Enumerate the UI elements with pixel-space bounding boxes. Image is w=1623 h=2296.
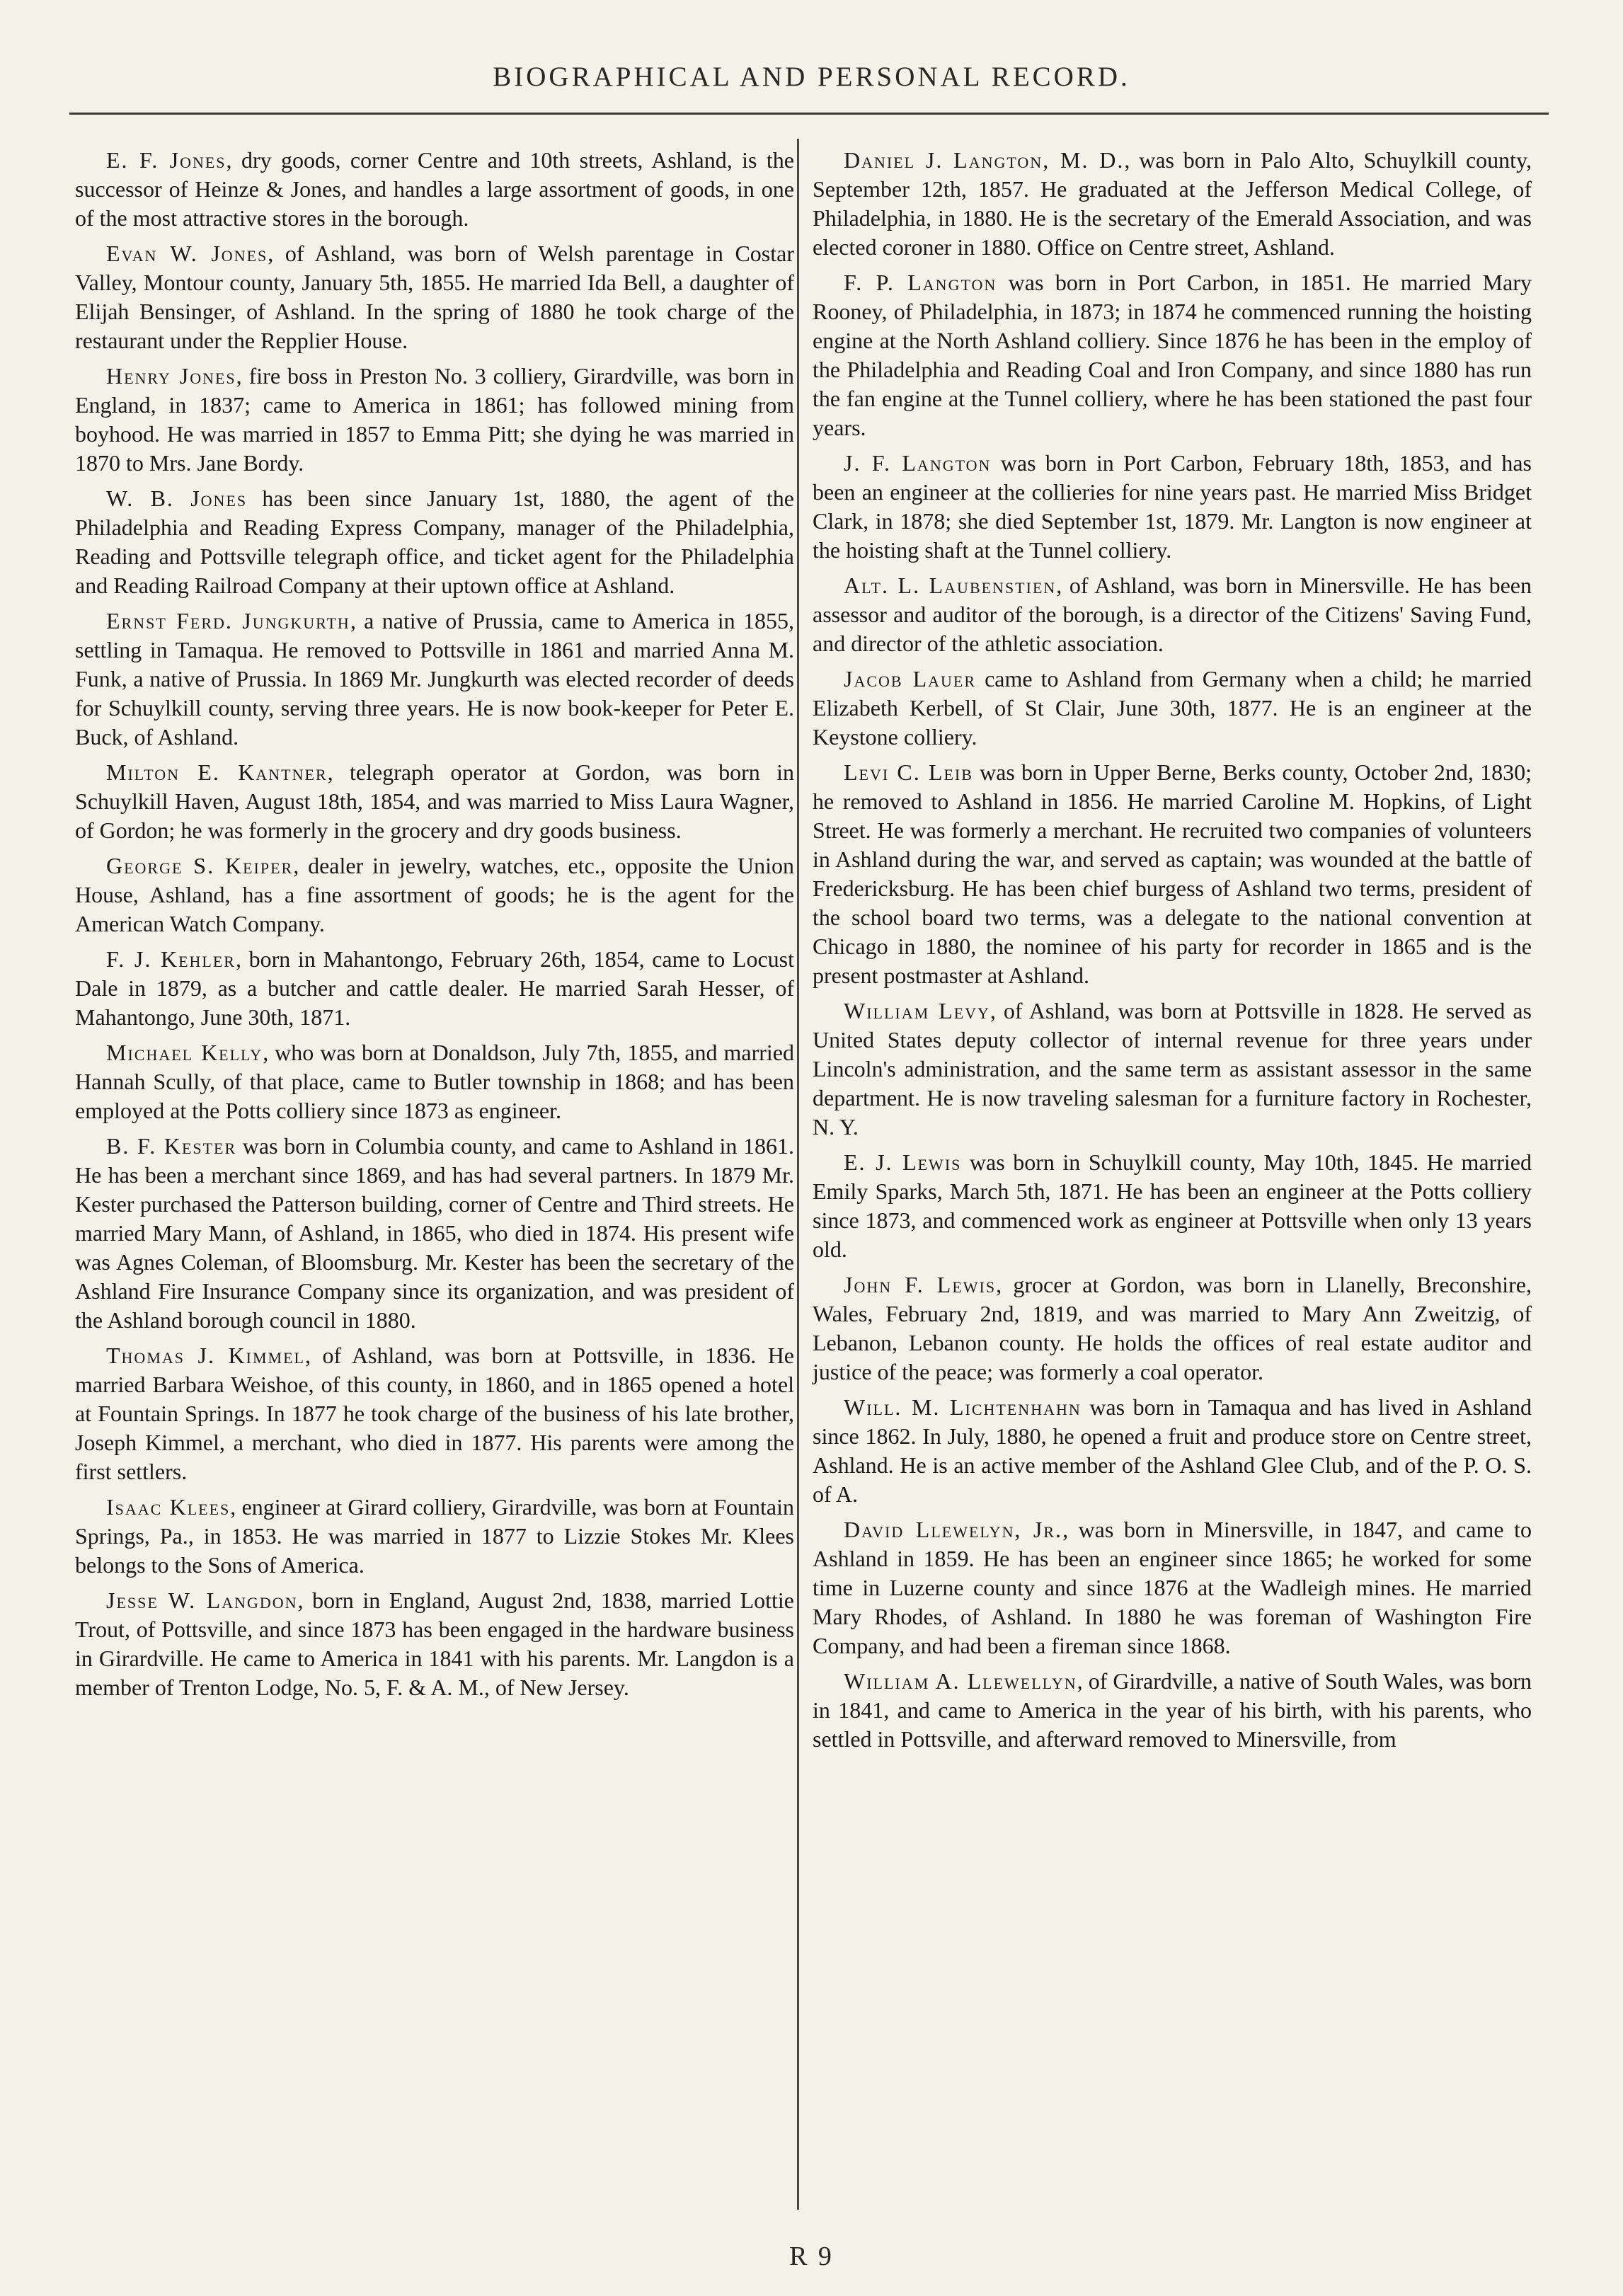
entry-text: , fire boss in Preston No. 3 colliery, Girardville, was born in England, in 1837; came to America in 1861; has followed mining from boyhood. He was married in 1857 to Emma Pitt; she dying he was married in 1870 to Mrs. Jane Bordy. — [75, 363, 794, 476]
entry-name: William A. Llewellyn — [844, 1668, 1077, 1694]
entry-name: B. F. Kester — [106, 1133, 237, 1159]
entry-text: has been since January 1st, 1880, the agent of the Philadelphia and Reading Express Company, manager of the Philadelphia, Reading and Pottsville telegraph office, and ticket agent for the Philadelphia and Reading Railroad Company at their uptown office at Ashland. — [75, 486, 794, 598]
biography-entry — [75, 758, 794, 845]
entry-text: was born in Schuylkill county, May 10th, 1845. He married Emily Sparks, March 5th, 1871. He has been an engineer at the Potts colliery since 1873, and commenced work as engineer at Pottsville when only 13 years old. — [813, 1149, 1532, 1262]
biography-entry — [813, 997, 1532, 1142]
entry-text: , born in England, August 2nd, 1838, married Lottie Trout, of Pottsville, and since 1873 has been engaged in the hardware business in Girardville. He came to America in 1841 with his parents. Mr. Langdon is a member of Trenton Lodge, No. 5, F. & A. M., of New Jersey. — [75, 1588, 794, 1700]
entry-text: , a native of Prussia, came to America in 1855, settling in Tamaqua. He removed to Pottsville in 1861 and married Anna M. Funk, a native of Prussia. In 1869 Mr. Jungkurth was elected recorder of deeds for Schuylkill county, serving three years. He is now book-keeper for Peter E. Buck, of Ashland. — [75, 608, 795, 750]
biography-entry — [75, 1493, 794, 1580]
entry-text: , who was born at Donaldson, July 7th, 1855, and married Hannah Scully, of that place, came to Butler township in 1868; and has been employed at the Potts colliery since 1873 as engineer. — [75, 1040, 795, 1123]
biography-entry — [813, 1393, 1532, 1509]
biography-entry — [813, 1270, 1532, 1387]
entry-name: F. J. Kehler — [106, 946, 236, 972]
entry-text: was born in Tamaqua and has lived in Ashland since 1862. In July, 1880, he opened a fruit and produce store on Centre street, Ashland. He is an active member of the Ashland Glee Club, and of the P. O. S. of A. — [813, 1394, 1532, 1507]
entry-text: was born in Columbia county, and came to Ashland in 1861. He has been a merchant since 1869, and has had several partners. In 1879 Mr. Kester purchased the Patterson building, corner of Centre and Third streets. He married Mary Mann, of Ashland, in 1865, who died in 1874. His present wife was Agnes Coleman, of Bloomsburg. Mr. Kester has been the secretary of the Ashland Fire Insurance Company since its organization, and was president of the Ashland borough council in 1880. — [75, 1133, 794, 1333]
entry-text: , was born in Palo Alto, Schuylkill county, September 12th, 1857. He graduated at the Jefferson Medical College, of Philadelphia, in 1880. He is the secretary of the Emerald Association, and was elected coroner in 1880. Office on Centre street, Ashland. — [813, 147, 1532, 260]
biography-entry — [75, 1341, 794, 1486]
entry-text: , engineer at Girard colliery, Girardville, was born at Fountain Springs, Pa., in 1853. He was married in 1877 to Lizzie Stokes Mr. Klees belongs to the Sons of America. — [75, 1494, 794, 1578]
biography-entry — [813, 758, 1532, 990]
entry-text: , dry goods, corner Centre and 10th streets, Ashland, is the successor of Heinze & Jones, and handles a large assortment of goods, in one of the most attractive stores in the borough. — [75, 147, 795, 231]
entry-name: Ernst Ferd. Jungkurth — [106, 608, 350, 633]
entry-text: , grocer at Gordon, was born in Llanelly, Breconshire, Wales, February 2nd, 1819, and was married to Mary Ann Zweitzig, of Lebanon, Lebanon county. He holds the offices of real estate auditor and justice of the peace; was formerly a coal operator. — [813, 1272, 1532, 1384]
biography-entry — [813, 146, 1532, 262]
entry-name: F. P. Langton — [844, 270, 997, 295]
biography-entry — [75, 1038, 794, 1125]
entry-text: was born in Upper Berne, Berks county, October 2nd, 1830; he removed to Ashland in 1856. He married Caroline M. Hopkins, of Light Street. He was formerly a merchant. He recruited two companies of volunteers in Ashland during the war, and served as captain; was wounded at the battle of Fredericksburg. He has been chief burgess of Ashland two terms, president of the school board two terms, was a delegate to the national convention at Chicago in 1880, the nominee of his party for recorder in 1865 and is the present postmaster at Ashland. — [813, 759, 1532, 988]
entry-name: W. B. Jones — [106, 486, 248, 511]
entry-name: Jacob Lauer — [844, 666, 977, 691]
biography-entry — [75, 851, 794, 939]
biography-entry — [75, 239, 794, 355]
entry-name: Thomas J. Kimmel — [106, 1343, 305, 1368]
biography-entry — [75, 484, 794, 600]
column-divider — [797, 139, 799, 2210]
header-rule — [69, 113, 1549, 115]
entry-name: Jesse W. Langdon — [106, 1588, 298, 1613]
entry-text: , of Girardville, a native of South Wales, was born in 1841, and came to America in the year of his birth, with his parents, who settled in Pottsville, and afterward removed to Minersville, from — [813, 1668, 1532, 1752]
entry-name: J. F. Langton — [844, 450, 992, 476]
biography-entry — [75, 1132, 794, 1335]
entry-name: E. F. Jones — [106, 147, 226, 173]
entry-name: Alt. L. Laubenstien — [844, 573, 1057, 598]
biography-entry — [813, 571, 1532, 658]
biography-entry — [813, 268, 1532, 442]
page-header: BIOGRAPHICAL AND PERSONAL RECORD. — [493, 62, 1130, 92]
entry-name: Daniel J. Langton, M. D. — [844, 147, 1125, 173]
biography-entry — [813, 665, 1532, 752]
entry-name: Milton E. Kantner — [106, 759, 328, 785]
left-column — [75, 146, 794, 1709]
biography-entry — [75, 607, 794, 752]
entry-name: David Llewelyn, Jr. — [844, 1517, 1063, 1542]
entry-text: , of Ashland, was born at Pottsville, in 1836. He married Barbara Weishoe, of this county, in 1860, and in 1865 opened a hotel at Fountain Springs. In 1877 he took charge of the business of his late brother, Joseph Kimmel, a merchant, who died in 1877. His parents were among the first settlers. — [75, 1343, 795, 1484]
entry-name: George S. Keiper — [106, 853, 294, 878]
biography-entry — [813, 1515, 1532, 1660]
biography-entry — [75, 146, 794, 233]
entry-name: Isaac Klees — [106, 1494, 231, 1520]
page-number: R 9 — [789, 2242, 834, 2271]
biography-entry — [75, 1586, 794, 1702]
entry-name: Henry Jones — [106, 363, 236, 389]
entry-text: was born in Port Carbon, in 1851. He married Mary Rooney, of Philadelphia, in 1873; in 1874 he commenced running the hoisting engine at the North Ashland colliery. Since 1876 he has been in the employ of the Philadelphia and Reading Coal and Iron Company, and since 1880 has run the fan engine at the Tunnel colliery, where he has been stationed the past four years. — [813, 270, 1532, 440]
entry-name: Michael Kelly — [106, 1040, 263, 1065]
entry-text: , born in Mahantongo, February 26th, 1854, came to Locust Dale in 1879, as a butcher and cattle dealer. He married Sarah Hesser, of Mahantongo, June 30th, 1871. — [75, 946, 795, 1030]
entry-name: Evan W. Jones — [106, 241, 268, 266]
entry-name: William Levy — [844, 998, 990, 1023]
entry-name: E. J. Lewis — [844, 1149, 962, 1175]
entry-text: , of Ashland, was born at Pottsville in 1828. He served as United States deputy collector of internal revenue for three years under Lincoln's administration, and the same term as assistant assessor in the same department. He is now traveling salesman for a furniture factory in Rochester, N. Y. — [813, 998, 1532, 1140]
entry-name: Will. M. Lichtenhahn — [844, 1394, 1082, 1420]
entry-text: , was born in Minersville, in 1847, and came to Ashland in 1859. He has been an engineer since 1865; he worked for some time in Luzerne county and since 1876 at the Wadleigh mines. He married Mary Rhodes, of Ashland. In 1880 he was foreman of Washington Fire Company, and had been a fireman since 1868. — [813, 1517, 1532, 1658]
entry-text: , of Ashland, was born of Welsh parentage in Costar Valley, Montour county, January 5th, 1855. He married Ida Bell, a daughter of Elijah Bensinger, of Ashland. In the spring of 1880 he took charge of the restaurant under the Repplier House. — [75, 241, 795, 353]
biography-entry — [813, 1148, 1532, 1264]
entry-text: , telegraph operator at Gordon, was born in Schuylkill Haven, August 18th, 1854, and was married to Miss Laura Wagner, of Gordon; he was formerly in the grocery and dry goods business. — [75, 759, 795, 843]
entry-text: , dealer in jewelry, watches, etc., opposite the Union House, Ashland, has a fine assortment of goods; he is the agent for the American Watch Company. — [75, 853, 794, 936]
biography-entry — [75, 362, 794, 478]
biography-entry — [813, 449, 1532, 565]
entry-text: , of Ashland, was born in Minersville. He has been assessor and auditor of the borough, is a director of the Citizens' Saving Fund, and director of the athletic association. — [813, 573, 1532, 656]
entry-text: was born in Port Carbon, February 18th, 1853, and has been an engineer at the collieries for nine years past. He married Miss Bridget Clark, in 1878; she died September 1st, 1879. Mr. Langton is now engineer at the hoisting shaft at the Tunnel colliery. — [813, 450, 1532, 563]
right-column — [813, 146, 1532, 1760]
biography-entry — [75, 945, 794, 1032]
biography-entry — [813, 1667, 1532, 1754]
entry-name: Levi C. Leib — [844, 759, 973, 785]
entry-text: came to Ashland from Germany when a child; he married Elizabeth Kerbell, of St Clair, June 30th, 1877. He is an engineer at the Keystone colliery. — [813, 666, 1532, 750]
entry-name: John F. Lewis — [844, 1272, 997, 1297]
